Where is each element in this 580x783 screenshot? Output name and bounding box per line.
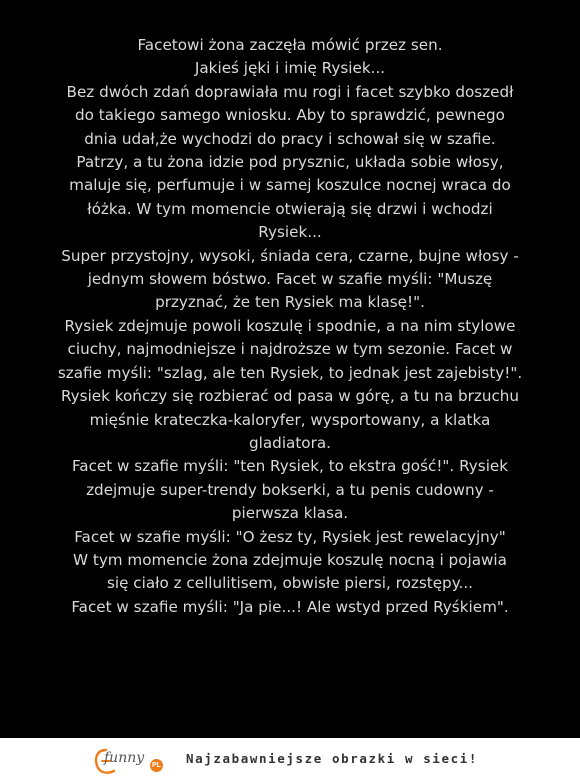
text-line: szafie myśli: "szlag, ale ten Rysiek, to jednak jest zajebisty!".	[57, 363, 523, 382]
site-tagline: Najzabawniejsze obrazki w sieci!	[186, 751, 479, 766]
text-line: Facet w szafie myśli: "Ja pie...! Ale wstyd przed Ryśkiem".	[71, 597, 509, 616]
site-footer	[0, 738, 580, 783]
joke-text	[0, 34, 580, 619]
text-line: ciuchy, najmodniejsze i najdroższe w tym sezonie. Facet w	[67, 340, 513, 359]
text-line: pierwsza klasa.	[231, 504, 349, 523]
text-line: jednym słowem bóstwo. Facet w szafie myśli: "Muszę	[87, 270, 493, 289]
logo-badge: PL	[150, 759, 163, 772]
text-line: maluje się, perfumuje i w samej koszulce nocnej wraca do	[69, 176, 511, 195]
text-line: Facetowi żona zaczęła mówić przez sen.	[137, 36, 443, 54]
text-line: Facet w szafie myśli: "ten Rysiek, to ekstra gość!". Rysiek	[71, 457, 509, 476]
text-line: Rysiek...	[258, 223, 322, 242]
text-line: gladiatora.	[249, 433, 331, 452]
text-line: Patrzy, a tu żona idzie pod prysznic, układa sobie włosy,	[76, 153, 504, 172]
text-line: Rysiek kończy się rozbierać od pasa w górę, a tu na brzuchu	[60, 387, 520, 406]
text-line: Super przystojny, wysoki, śniada cera, czarne, bujne włosy -	[61, 246, 519, 265]
text-line: się ciało z cellulitisem, obwisłe piersi, rozstępy...	[106, 574, 474, 593]
text-line: W tym momencie żona zdejmuje koszulę nocną i pojawia	[73, 550, 507, 569]
text-line: Jakieś jęki i imię Rysiek...	[194, 59, 386, 78]
text-line: przyznać, że ten Rysiek ma klasę!".	[155, 293, 425, 312]
text-line: Facet w szafie myśli: "O żesz ty, Rysiek jest rewelacyjny"	[74, 527, 506, 546]
text-line: Rysiek zdejmuje powoli koszulę i spodnie, a na nim stylowe	[64, 316, 516, 335]
text-line: do takiego samego wniosku. Aby to sprawdzić, pewnego	[75, 106, 505, 125]
funny-pl-logo[interactable]	[92, 746, 168, 776]
text-line: Bez dwóch zdań doprawiała mu rogi i facet szybko doszedł	[66, 82, 514, 101]
text-line: zdejmuje super-trendy bokserki, a tu penis cudowny -	[86, 480, 494, 499]
logo-wordmark: funny	[104, 750, 145, 766]
text-line: mięśnie krateczka-kaloryfer, wysportowany, a klatka	[89, 410, 491, 429]
text-line: łóżka. W tym momencie otwierają się drzwi i wchodzi	[87, 199, 493, 218]
text-line: dnia udał,że wychodzi do pracy i schował się w szafie.	[84, 129, 496, 148]
